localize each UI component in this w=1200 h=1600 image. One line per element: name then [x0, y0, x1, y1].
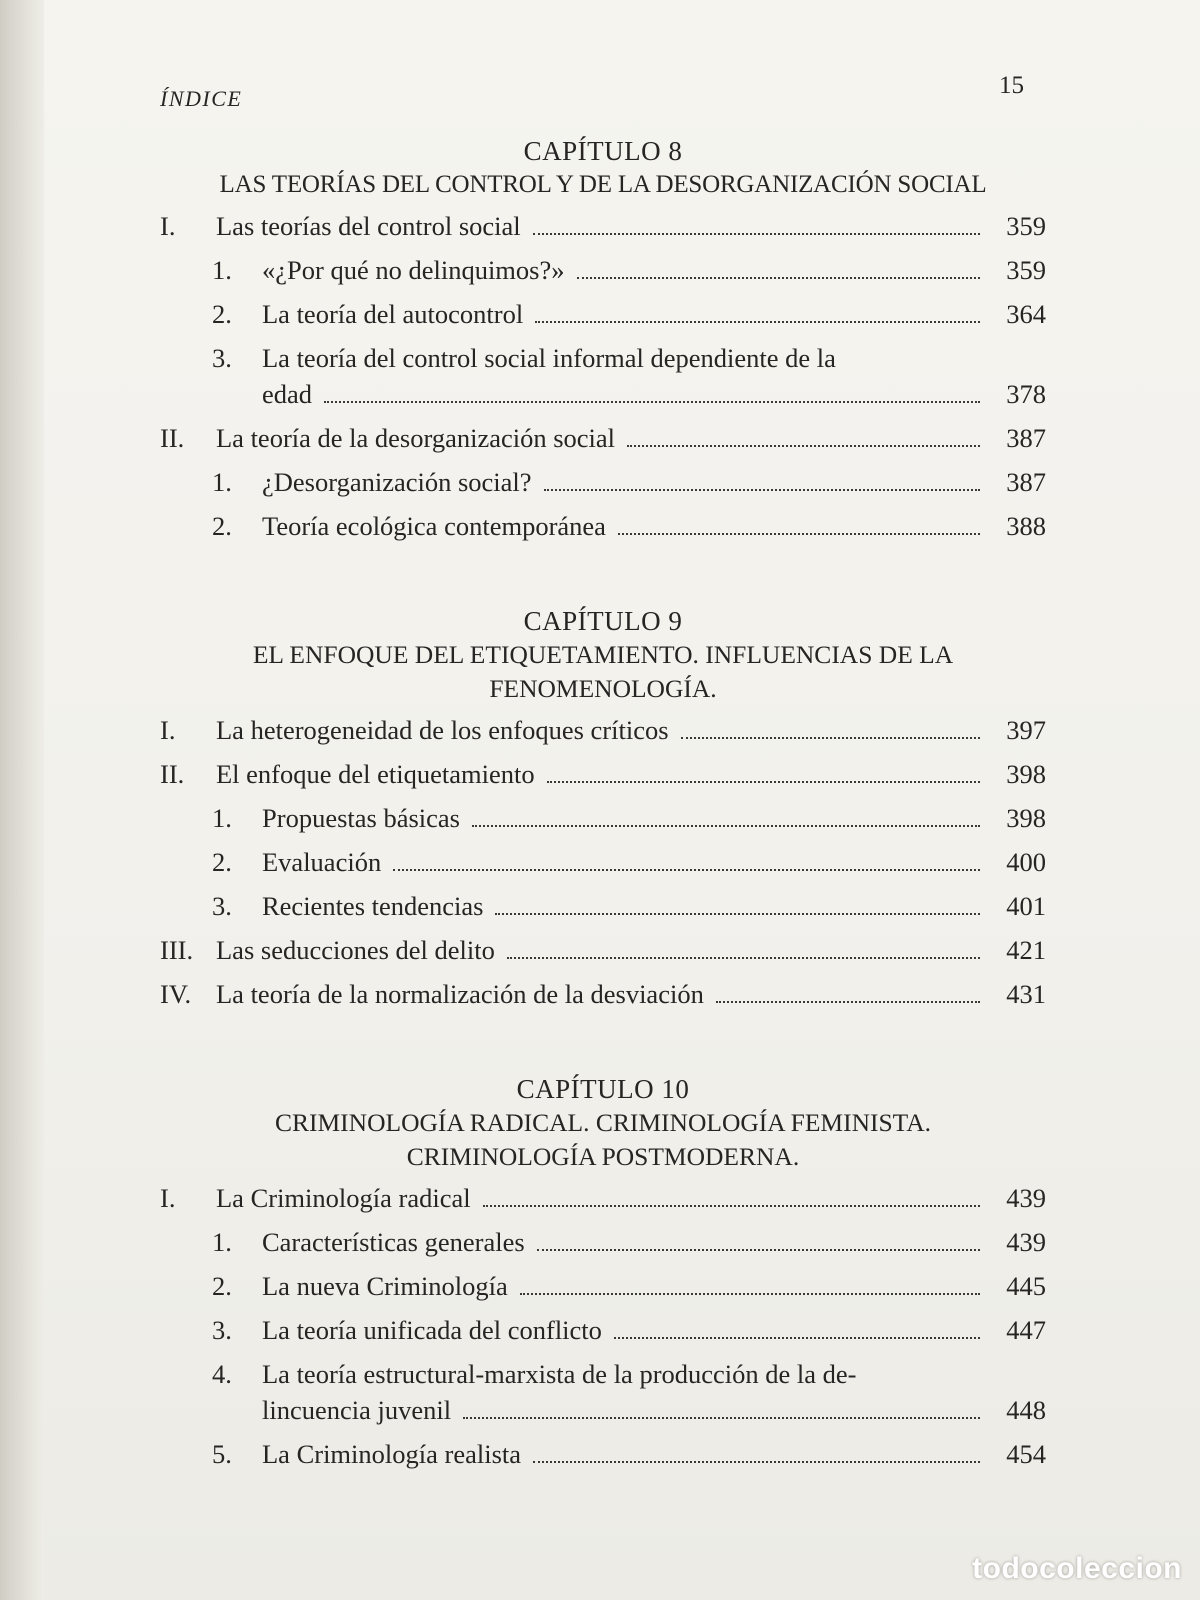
dot-leader	[716, 1000, 980, 1003]
dot-leader	[535, 320, 980, 323]
dot-leader	[520, 1292, 980, 1295]
dot-leader	[618, 532, 980, 535]
entry-number: 3.	[212, 1315, 232, 1345]
entry-number: III.	[160, 935, 194, 965]
entry-title: La nueva Criminología	[262, 1271, 508, 1301]
entry-page: 387	[1006, 423, 1046, 453]
toc-entry	[160, 1436, 1046, 1472]
entry-number: 4.	[212, 1359, 232, 1389]
toc-entry	[160, 1224, 1046, 1260]
toc-entry	[160, 208, 1046, 244]
dot-leader	[681, 736, 980, 739]
entry-title: «¿Por qué no delinquimos?»	[262, 255, 565, 285]
entry-number: 5.	[212, 1439, 232, 1469]
entry-title: Propuestas básicas	[262, 803, 460, 833]
entry-page: 359	[1006, 211, 1046, 241]
dot-leader	[463, 1416, 980, 1419]
dot-leader	[324, 400, 980, 403]
entry-title: La teoría del control social informal dependiente de la	[262, 343, 836, 373]
entry-title: Recientes tendencias	[262, 891, 484, 921]
chapter-8	[160, 134, 1046, 544]
entry-title: La teoría estructural-marxista de la producción de la de-	[262, 1359, 857, 1389]
dot-leader	[614, 1336, 980, 1339]
entry-title: Teoría ecológica contemporánea	[262, 511, 606, 541]
dot-leader	[495, 912, 980, 915]
entry-title: Las seducciones del delito	[216, 935, 495, 965]
chapter-title: LAS TEORÍAS DEL CONTROL Y DE LA DESORGANIZACIÓN SOCIAL	[219, 171, 987, 198]
toc-entry	[160, 1356, 1046, 1428]
entry-title: La Criminología radical	[216, 1183, 471, 1213]
dot-leader	[544, 488, 980, 491]
entry-title: La teoría unificada del conflicto	[262, 1315, 602, 1345]
toc-entry	[160, 1312, 1046, 1348]
toc-entry	[160, 420, 1046, 456]
entry-title: La teoría de la normalización de la desviación	[216, 979, 704, 1009]
entry-title: Las teorías del control social	[216, 211, 521, 241]
dot-leader	[547, 780, 980, 783]
entry-page: 397	[1006, 715, 1046, 745]
toc-entry	[160, 464, 1046, 500]
table-of-contents	[160, 134, 1046, 1480]
toc-entry	[160, 508, 1046, 544]
toc-entry	[160, 800, 1046, 836]
dot-leader	[507, 956, 980, 959]
page-number: 15	[999, 72, 1024, 99]
chapter-label: CAPÍTULO 9	[523, 606, 683, 636]
entry-number: 2.	[212, 1271, 232, 1301]
entry-title: La teoría de la desorganización social	[216, 423, 616, 453]
watermark-logo: todocoleccion	[972, 1552, 1182, 1585]
toc-entry	[160, 252, 1046, 288]
entry-page: 445	[1006, 1271, 1046, 1301]
entry-page: 439	[1006, 1227, 1046, 1257]
toc-entry	[160, 932, 1046, 968]
toc-entry	[160, 976, 1046, 1012]
entry-page: 448	[1006, 1395, 1046, 1425]
entry-number: II.	[160, 423, 185, 453]
entry-title: La teoría del autocontrol	[262, 299, 524, 329]
entry-page: 359	[1006, 255, 1046, 285]
entry-number: 2.	[212, 511, 232, 541]
entry-title-continued: edad	[262, 379, 313, 409]
entry-page: 401	[1006, 891, 1046, 921]
entry-title: La heterogeneidad de los enfoques críticos	[216, 715, 669, 745]
toc-entry	[160, 296, 1046, 332]
book-gutter	[0, 0, 44, 1600]
chapter-title: CRIMINOLOGÍA RADICAL. CRIMINOLOGÍA FEMINISTA. CRIMINOLOGÍA POSTMODERNA.	[275, 1108, 931, 1171]
toc-entry	[160, 844, 1046, 880]
entry-number: 2.	[212, 299, 232, 329]
entry-title: El enfoque del etiquetamiento	[216, 759, 535, 789]
dot-leader	[483, 1204, 980, 1207]
toc-entry	[160, 1268, 1046, 1304]
chapter-title: EL ENFOQUE DEL ETIQUETAMIENTO. INFLUENCIAS DE LA FENOMENOLOGÍA.	[252, 640, 954, 703]
dot-leader	[472, 824, 980, 827]
toc-entry	[160, 712, 1046, 748]
entry-title-continued: lincuencia juvenil	[262, 1395, 452, 1425]
entry-page: 364	[1006, 299, 1046, 329]
entry-page: 431	[1006, 979, 1046, 1009]
entry-number: I.	[160, 1183, 176, 1213]
entry-page: 439	[1006, 1183, 1046, 1213]
entry-page: 447	[1006, 1315, 1046, 1345]
chapter-9	[160, 604, 1046, 1012]
toc-entry	[160, 340, 1046, 412]
entry-page: 387	[1006, 467, 1046, 497]
entry-page: 454	[1006, 1439, 1046, 1469]
running-head: ÍNDICE	[160, 86, 243, 111]
dot-leader	[393, 868, 980, 871]
chapter-label: CAPÍTULO 10	[516, 1074, 690, 1104]
entry-page: 400	[1006, 847, 1046, 877]
entry-number: 2.	[212, 847, 232, 877]
entry-number: II.	[160, 759, 185, 789]
entry-number: 3.	[212, 343, 232, 373]
chapter-label: CAPÍTULO 8	[523, 136, 683, 166]
toc-entry	[160, 1180, 1046, 1216]
dot-leader	[537, 1248, 980, 1251]
entry-number: IV.	[160, 979, 192, 1009]
entry-page: 421	[1006, 935, 1046, 965]
entry-number: 3.	[212, 891, 232, 921]
toc-entry	[160, 756, 1046, 792]
entry-number: I.	[160, 715, 176, 745]
entry-title: Evaluación	[262, 847, 382, 877]
entry-number: 1.	[212, 467, 232, 497]
entry-page: 388	[1006, 511, 1046, 541]
entry-title: La Criminología realista	[262, 1439, 522, 1469]
dot-leader	[627, 444, 980, 447]
dot-leader	[533, 1460, 980, 1463]
entry-number: 1.	[212, 1227, 232, 1257]
entry-number: 1.	[212, 803, 232, 833]
entry-number: I.	[160, 211, 176, 241]
dot-leader	[533, 232, 980, 235]
entry-title: ¿Desorganización social?	[262, 467, 532, 497]
toc-entry	[160, 888, 1046, 924]
dot-leader	[577, 276, 981, 279]
chapter-10	[160, 1072, 1046, 1472]
entry-page: 378	[1006, 379, 1046, 409]
entry-page: 398	[1006, 803, 1046, 833]
entry-number: 1.	[212, 255, 232, 285]
entry-page: 398	[1006, 759, 1046, 789]
entry-title: Características generales	[262, 1227, 525, 1257]
